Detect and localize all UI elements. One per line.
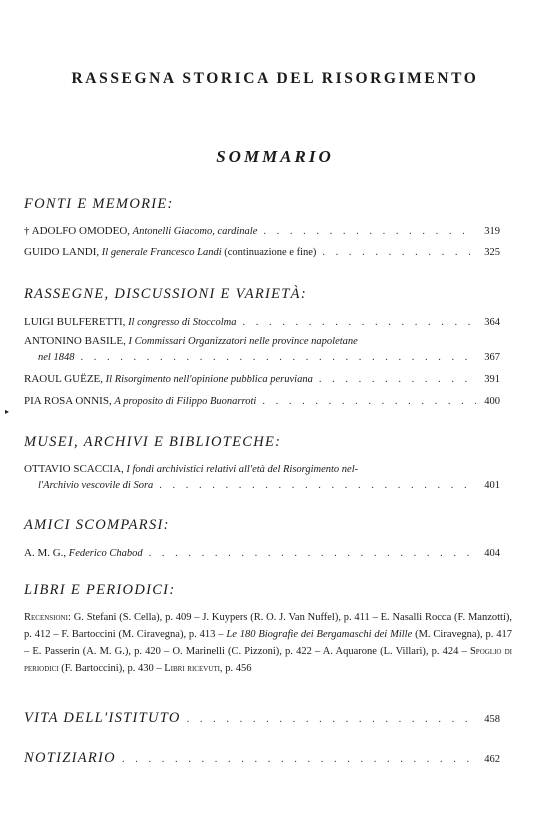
recensioni-text: G. Stefani (S. Cella), p. 409 – J. Kuypers (R. O. J. Van Nuffel), p. 411 – E. Nasalli Rocca (F. Manzotti), p. 412 – F. Bartoccini (M. Ciravegna), p. 413 – bbox=[24, 612, 513, 640]
entry-page: 319 bbox=[484, 226, 500, 237]
margin-mark-icon: ▸ bbox=[5, 407, 10, 416]
toc-entry-vita[interactable] bbox=[24, 710, 500, 730]
journal-title: RASSEGNA STORICA DEL RISORGIMENTO bbox=[71, 70, 479, 87]
recensioni-text: p. 456 bbox=[225, 663, 252, 674]
section-title-rassegne: RASSEGNE, DISCUSSIONI E VARIETÀ: bbox=[24, 286, 307, 302]
entry-author: † ADOLFO OMODEO, bbox=[24, 225, 131, 237]
recensioni-text: (M. Ciravegna), p. 417 – E. Passerin (A. M. G.), p. 420 – O. Marinelli (C. Pizzoni), p. 422 – A. Aquarone (L. Villari), p. 424 – bbox=[24, 629, 513, 657]
recensioni-title: Le 180 Biografie dei Bergamaschi dei Mille bbox=[226, 629, 413, 640]
entry-title: Il Risorgimento nell'opinione pubblica peruviana bbox=[105, 374, 313, 385]
leader-dots bbox=[263, 226, 476, 237]
entry-note: (continuazione e fine) bbox=[224, 247, 317, 258]
entry-title: I Commissari Organizzatori nelle province napoletane bbox=[128, 336, 358, 347]
section-title-vita: VITA DELL'ISTITUTO bbox=[24, 710, 181, 726]
entry-page: 458 bbox=[484, 714, 500, 725]
leader-dots bbox=[262, 396, 476, 407]
toc-entry[interactable] bbox=[24, 316, 500, 332]
entry-page: 404 bbox=[484, 548, 500, 559]
entry-author: PIA ROSA ONNIS, bbox=[24, 395, 112, 407]
entry-title: Il generale Francesco Landi bbox=[101, 247, 222, 258]
leader-dots bbox=[322, 247, 476, 258]
entry-title: Antonelli Giacomo, cardinale bbox=[132, 226, 258, 237]
section-title-fonti: FONTI E MEMORIE: bbox=[24, 196, 174, 212]
leader-dots bbox=[122, 754, 476, 765]
entry-title: Il congresso di Stoccolma bbox=[128, 317, 237, 328]
toc-entry-continuation[interactable] bbox=[38, 480, 500, 496]
leader-dots bbox=[242, 317, 476, 328]
leader-dots bbox=[80, 352, 476, 363]
section-title-musei: MUSEI, ARCHIVI E BIBLIOTECHE: bbox=[24, 434, 282, 450]
entry-author: GUIDO LANDI, bbox=[24, 246, 100, 258]
entry-author: RAOUL GUËZE, bbox=[24, 373, 104, 385]
libri-ricevuti-label: Libri ricevuti, bbox=[164, 663, 223, 674]
section-title-libri: LIBRI E PERIODICI: bbox=[24, 582, 176, 598]
toc-entry[interactable] bbox=[24, 463, 500, 479]
spoglio-label: Spoglio di periodici bbox=[24, 646, 513, 674]
entry-author: ANTONINO BASILE, bbox=[24, 335, 126, 347]
entry-author: LUIGI BULFERETTI, bbox=[24, 316, 126, 328]
sommario-heading: SOMMARIO bbox=[216, 147, 334, 166]
recensioni-text: (F. Bartoccini), p. 430 – bbox=[61, 663, 162, 674]
recensioni-paragraph bbox=[24, 609, 512, 677]
leader-dots bbox=[159, 480, 476, 491]
entry-page: 364 bbox=[484, 317, 500, 328]
entry-author: OTTAVIO SCACCIA, bbox=[24, 463, 124, 475]
section-title-notiziario: NOTIZIARIO bbox=[24, 750, 116, 766]
toc-entry[interactable] bbox=[24, 373, 500, 389]
toc-entry-continuation[interactable] bbox=[38, 352, 500, 368]
toc-entry[interactable] bbox=[24, 395, 500, 411]
entry-page: 462 bbox=[484, 754, 500, 765]
leader-dots bbox=[149, 548, 476, 559]
entry-author: A. M. G., bbox=[24, 547, 67, 559]
leader-dots bbox=[319, 374, 476, 385]
toc-entry[interactable] bbox=[24, 246, 500, 262]
entry-title: Federico Chabod bbox=[68, 548, 143, 559]
toc-entry-notiziario[interactable] bbox=[24, 750, 500, 770]
entry-title: nel 1848 bbox=[38, 352, 75, 363]
entry-page: 400 bbox=[484, 396, 500, 407]
entry-title: I fondi archivistici relativi all'età del Risorgimento nel- bbox=[126, 464, 359, 475]
entry-title: l'Archivio vescovile di Sora bbox=[38, 480, 154, 491]
toc-entry[interactable] bbox=[24, 335, 500, 351]
recensioni-label: Recensioni: bbox=[24, 612, 71, 623]
entry-page: 401 bbox=[484, 480, 500, 491]
entry-title: A proposito di Filippo Buonarroti bbox=[114, 396, 257, 407]
entry-page: 391 bbox=[484, 374, 500, 385]
toc-entry[interactable] bbox=[24, 547, 500, 563]
entry-page: 367 bbox=[484, 352, 500, 363]
entry-page: 325 bbox=[484, 247, 500, 258]
toc-entry[interactable] bbox=[24, 225, 500, 241]
section-title-amici: AMICI SCOMPARSI: bbox=[24, 517, 170, 533]
leader-dots bbox=[187, 714, 476, 725]
